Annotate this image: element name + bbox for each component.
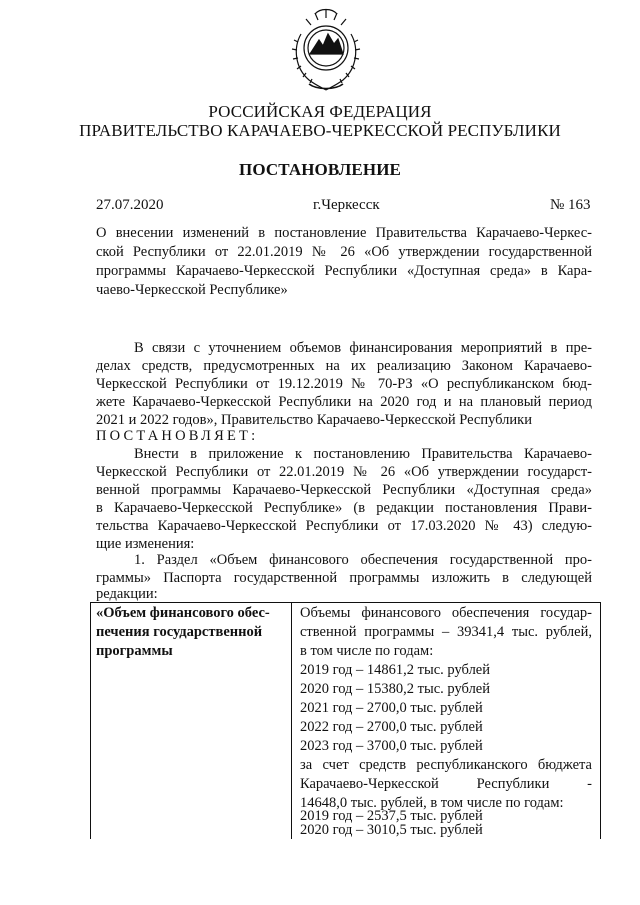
table-right-cell-line: Карачаево-Черкесской Республики - [300, 776, 592, 792]
preamble-line: жете Карачаево-Черкесской Республики на 2020 год и на плановый период [96, 394, 592, 410]
document-city: г.Черкесск [313, 197, 380, 213]
table-right-cell-line: 2023 год – 3700,0 тыс. рублей [300, 738, 483, 754]
paragraph-line: тельства Карачаево-Черкесской Республики от 17.03.2020 № 43) следую- [96, 518, 592, 534]
preamble-line: В связи с уточнением объемов финансирования мероприятий в пре- [134, 340, 592, 356]
table-right-cell-line: Объемы финансового обеспечения государ- [300, 605, 592, 621]
subject-line: программы Карачаево-Черкесской Республики «Доступная среда» в Кара- [96, 263, 592, 279]
document-date: 27.07.2020 [96, 197, 164, 213]
subject-line: ской Республики от 22.01.2019 № 26 «Об утверждении государственной [96, 244, 592, 260]
table-right-cell-line: ственной программы – 39341,4 тыс. рублей, [300, 624, 592, 640]
subject-line: О внесении изменений в постановление Правительства Карачаево-Черкес- [96, 225, 592, 241]
preamble-line: Черкесской Республики от 19.12.2019 № 70-РЗ «О республиканском бюд- [96, 376, 592, 392]
paragraph-line: Внести в приложение к постановлению Правительства Карачаево- [134, 446, 592, 462]
header-government: ПРАВИТЕЛЬСТВО КАРАЧАЕВО-ЧЕРКЕССКОЙ РЕСПУБЛИКИ [79, 121, 561, 140]
table-right-cell-line: 14648,0 тыс. рублей, в том числе по годам: [300, 795, 564, 811]
table-right-cell-line: 2021 год – 2700,0 тыс. рублей [300, 700, 483, 716]
paragraph-line: Черкесской Республики от 22.01.2019 № 26 «Об утверждении государст- [96, 464, 592, 480]
table-right-cell-line: 2019 год – 14861,2 тыс. рублей [300, 662, 491, 678]
table-left-cell-line: печения государственной [96, 624, 263, 640]
paragraph-line: 1. Раздел «Объем финансового обеспечения государственной про- [134, 552, 592, 568]
table-left-cell-line: «Объем финансового обес- [96, 605, 270, 621]
preamble-line: делах средств, предусмотренных на их реализацию Законом Карачаево- [96, 358, 592, 374]
paragraph-line: в Карачаево-Черкесской Республике» (в редакции постановления Прави- [96, 500, 592, 516]
subject-line: чаево-Черкесской Республике» [96, 282, 288, 298]
table-right-cell-line: 2022 год – 2700,0 тыс. рублей [300, 719, 483, 735]
table-right-cell-line: в том числе по годам: [300, 643, 434, 659]
document-type-title: ПОСТАНОВЛЕНИЕ [239, 160, 401, 179]
decree-word: ПОСТАНОВЛЯЕТ: [96, 428, 259, 444]
table-right-cell-line: за счет средств республиканского бюджета [300, 757, 592, 773]
paragraph-line: редакции: [96, 586, 158, 602]
preamble-line: 2021 и 2022 годов», Правительство Карачаево-Черкесской Республики [96, 412, 532, 428]
document-number: № 163 [550, 197, 591, 213]
table-column-divider [291, 603, 292, 839]
karachay-cherkessia-coat-of-arms-icon [287, 4, 365, 92]
table-right-cell-line: 2020 год – 15380,2 тыс. рублей [300, 681, 491, 697]
table-right-cell-line: 2019 год – 2537,5 тыс. рублей [300, 808, 483, 824]
table-right-cell-line: 2020 год – 3010,5 тыс. рублей [300, 822, 483, 838]
header-country: РОССИЙСКАЯ ФЕДЕРАЦИЯ [208, 102, 432, 121]
paragraph-line: граммы» Паспорта государственной программы изложить в следующей [96, 570, 592, 586]
paragraph-line: венной программы Карачаево-Черкесской Республики «Доступная среда» [96, 482, 592, 498]
paragraph-line: щие изменения: [96, 536, 195, 552]
table-left-cell-line: программы [96, 643, 173, 659]
